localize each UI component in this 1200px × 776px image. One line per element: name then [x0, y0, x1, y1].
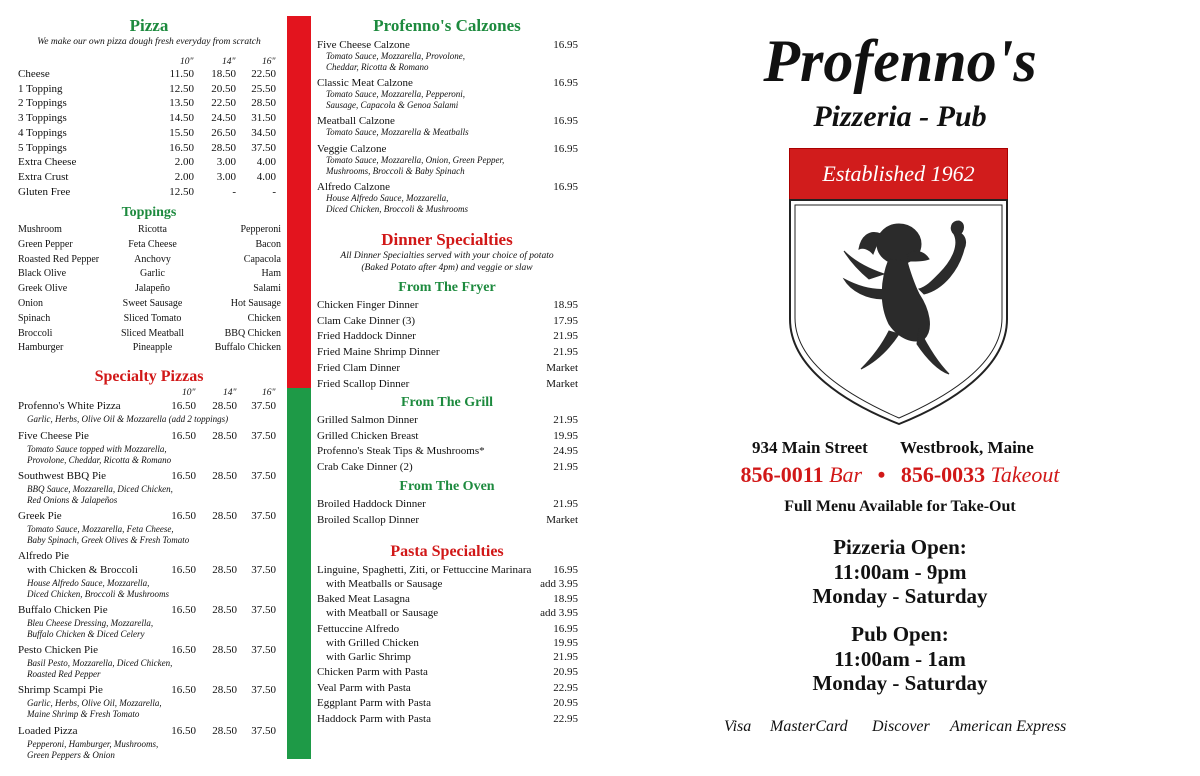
- specialty-item-name: Profenno's White Pizza: [18, 400, 121, 412]
- specialty-item-name: Pesto Chicken Pie: [18, 644, 99, 656]
- pizza-item-price: 3.00: [216, 156, 236, 169]
- topping-item: Sliced Tomato: [123, 312, 182, 324]
- topping-item: Garlic: [140, 268, 165, 280]
- dish-name: Broiled Scallop Dinner: [317, 513, 420, 526]
- pasta-price: add 3.95: [540, 607, 578, 619]
- specialty-item-desc: Maine Shrimp & Fresh Tomato: [27, 708, 140, 719]
- pasta-price: 16.95: [553, 623, 578, 635]
- pizza-item-name: Cheese: [18, 68, 50, 80]
- pasta-name: Fettuccine Alfredo: [317, 623, 400, 635]
- specialty-item-price: 37.50: [251, 725, 276, 737]
- specialty-item-desc: Pepperoni, Hamburger, Mushrooms,: [27, 739, 159, 749]
- topping-item: Black Olive: [18, 268, 67, 280]
- size-header: 16": [262, 57, 276, 67]
- specialty-item-price: 28.50: [212, 644, 237, 656]
- green-stripe: [287, 388, 311, 759]
- pizza-item-name: 2 Toppings: [18, 97, 67, 110]
- lion-crest-icon: [789, 199, 1008, 425]
- card-mastercard: MasterCard: [770, 718, 848, 735]
- card-amex: American Express: [950, 718, 1067, 735]
- calzones-heading: Profenno's Calzones: [373, 16, 521, 35]
- dish-price: 17.95: [553, 314, 578, 327]
- specialty-item-name: Five Cheese Pie: [18, 430, 89, 442]
- specialty-item-price: 28.50: [212, 564, 237, 576]
- pizza-item-price: 34.50: [251, 126, 276, 139]
- calzone-price: 16.95: [553, 115, 578, 127]
- specialty-item-price: 37.50: [251, 400, 276, 412]
- calzone-desc: Tomato Sauce, Mozzarella, Provolone,: [326, 51, 465, 61]
- specialty-item-name: Southwest BBQ Pie: [18, 470, 107, 482]
- pizza-item-price: -: [272, 185, 276, 198]
- topping-item: Pepperoni: [240, 224, 281, 235]
- pizza-item-price: 37.50: [251, 141, 276, 154]
- pizza-item-price: 18.50: [211, 68, 236, 80]
- specialty-item-name: Alfredo Pie: [18, 550, 70, 562]
- calzone-name: Alfredo Calzone: [317, 181, 390, 193]
- specialty-item-desc: Tomato Sauce, Mozzarella, Feta Cheese,: [27, 524, 174, 534]
- topping-item: Onion: [18, 298, 43, 309]
- fryer-heading: From The Fryer: [398, 280, 496, 295]
- specialty-item-desc: Garlic, Herbs, Olive Oil, Mozzarella,: [27, 698, 162, 708]
- phone-takeout: 856-0033: [900, 462, 986, 487]
- topping-item: Roasted Red Pepper: [18, 253, 100, 265]
- topping-item: Broccoli: [18, 327, 53, 339]
- pub-open-label: Pub Open:: [851, 622, 949, 646]
- specialty-item-name: Buffalo Chicken Pie: [18, 604, 108, 616]
- specialty-item-desc: Green Peppers & Onion: [27, 749, 115, 760]
- specialty-item-desc: Bleu Cheese Dressing, Mozzarella,: [27, 618, 154, 628]
- topping-item: BBQ Chicken: [224, 327, 281, 339]
- specialty-item-price: 16.50: [171, 430, 196, 442]
- size-header: 10": [182, 388, 196, 398]
- specialty-item-price: 37.50: [251, 564, 276, 576]
- dish-price: 21.95: [553, 330, 578, 343]
- dish-price: Market: [546, 513, 578, 526]
- pizza-item-price: 3.00: [216, 170, 236, 183]
- pizza-item-name: 1 Topping: [18, 82, 63, 95]
- dinner-heading: Dinner Specialties: [381, 230, 513, 249]
- calzone-desc: Tomato Sauce, Mozzarella, Pepperoni,: [326, 89, 465, 99]
- topping-item: Salami: [253, 283, 281, 295]
- specialty-heading: Specialty Pizzas: [94, 368, 204, 385]
- calzone-price: 16.95: [553, 39, 578, 51]
- specialty-item-desc: Roasted Red Pepper: [27, 668, 101, 679]
- calzone-price: 16.95: [553, 77, 578, 89]
- pizza-item-name: 5 Toppings: [18, 141, 67, 154]
- dish-price: 21.95: [553, 498, 578, 510]
- pizza-item-price: -: [232, 185, 236, 198]
- pasta-price: 16.95: [553, 564, 578, 576]
- specialty-item-desc: Red Onions & Jalapeños: [27, 494, 118, 505]
- red-stripe: [287, 16, 311, 388]
- card-discover: Discover: [872, 718, 930, 735]
- pizza-item-price: 28.50: [251, 97, 276, 110]
- pasta-price: 21.95: [553, 651, 578, 663]
- specialty-item-price: 37.50: [251, 604, 276, 616]
- topping-item: Feta Cheese: [128, 238, 177, 250]
- specialty-item-desc: Garlic, Herbs, Olive Oil & Mozzarella (add 2 toppings): [27, 414, 229, 424]
- specialty-item-desc: Basil Pesto, Mozzarella, Diced Chicken,: [27, 658, 173, 668]
- dish-name: Profenno's Steak Tips & Mushrooms*: [317, 445, 485, 458]
- pizza-item-price: 13.50: [169, 97, 194, 110]
- calzone-desc: House Alfredo Sauce, Mozzarella,: [326, 193, 449, 203]
- dish-name: Crab Cake Dinner (2): [317, 461, 413, 474]
- calzone-name: Five Cheese Calzone: [317, 39, 410, 51]
- pasta-price: 20.95: [553, 666, 578, 678]
- pub-days: Monday - Saturday: [812, 671, 988, 695]
- specialty-item-price: 37.50: [251, 430, 276, 442]
- topping-item: Green Pepper: [18, 238, 73, 250]
- calzone-desc: Tomato Sauce, Mozzarella & Meatballs: [326, 127, 469, 137]
- pizza-item-price: 11.50: [169, 68, 194, 80]
- pizza-item-name: Extra Crust: [18, 170, 69, 183]
- dish-name: Fried Scallop Dinner: [317, 377, 410, 390]
- specialty-item-price: 28.50: [212, 725, 237, 737]
- pizza-item-price: 31.50: [251, 112, 276, 125]
- calzone-price: 16.95: [553, 181, 578, 193]
- size-header: 14": [223, 388, 237, 398]
- takeout-label: Takeout: [990, 462, 1060, 487]
- address-city: Westbrook, Maine: [900, 438, 1034, 457]
- specialty-item-desc: BBQ Sauce, Mozzarella, Diced Chicken,: [27, 484, 173, 494]
- pizza-item-price: 20.50: [211, 82, 236, 95]
- pasta-name: with Grilled Chicken: [326, 637, 419, 649]
- calzone-desc: Cheddar, Ricotta & Romano: [326, 61, 429, 72]
- address-street: 934 Main Street: [752, 438, 868, 457]
- specialty-item-price: 16.50: [171, 470, 196, 482]
- topping-item: Bacon: [255, 238, 281, 250]
- topping-item: Capacola: [243, 253, 281, 265]
- dish-name: Fried Clam Dinner: [317, 361, 401, 374]
- calzone-desc: Tomato Sauce, Mozzarella, Onion, Green Pepper,: [326, 155, 505, 165]
- pizzeria-open-label: Pizzeria Open:: [833, 535, 967, 559]
- pasta-name: Veal Parm with Pasta: [317, 682, 411, 694]
- pizza-item-price: 28.50: [211, 141, 236, 154]
- dish-price: Market: [546, 361, 578, 374]
- restaurant-tagline: Pizzeria - Pub: [813, 100, 987, 133]
- topping-item: Sweet Sausage: [122, 298, 183, 309]
- specialty-item-name: Greek Pie: [18, 510, 62, 522]
- dinner-note-1: All Dinner Specialties served with your choice of potato: [340, 251, 554, 261]
- pizza-item-price: 15.50: [169, 126, 194, 139]
- specialty-item-price: 16.50: [171, 510, 196, 522]
- pizzeria-days: Monday - Saturday: [812, 584, 988, 608]
- pasta-price: add 3.95: [540, 578, 578, 590]
- calzone-desc: Mushrooms, Broccoli & Baby Spinach: [326, 165, 465, 176]
- specialty-item-price: 37.50: [251, 470, 276, 482]
- pizza-heading: Pizza: [129, 16, 169, 35]
- pizza-subtitle: We make our own pizza dough fresh everyday from scratch: [37, 37, 261, 47]
- phone-bullet: •: [877, 462, 886, 487]
- topping-item: Mushroom: [18, 224, 62, 235]
- pizza-item-price: 26.50: [211, 126, 236, 139]
- oven-heading: From The Oven: [399, 479, 495, 494]
- pasta-name: Haddock Parm with Pasta: [317, 713, 431, 725]
- dinner-note-2: (Baked Potato after 4pm) and veggie or slaw: [361, 263, 533, 273]
- specialty-item-price: 28.50: [212, 684, 237, 696]
- pub-hours: 11:00am - 1am: [834, 647, 966, 671]
- dish-name: Fried Maine Shrimp Dinner: [317, 346, 440, 359]
- grill-heading: From The Grill: [400, 395, 494, 410]
- specialty-item-desc: House Alfredo Sauce, Mozzarella,: [27, 578, 150, 588]
- pizza-item-name: Extra Cheese: [18, 156, 77, 169]
- bar-label: Bar: [829, 462, 863, 487]
- specialty-item-desc: Provolone, Cheddar, Ricotta & Romano: [27, 454, 172, 465]
- topping-item: Pineapple: [132, 342, 173, 354]
- pizza-item-price: 2.00: [174, 170, 194, 183]
- pizza-item-price: 25.50: [251, 82, 276, 95]
- restaurant-name: Profenno's: [763, 28, 1037, 94]
- topping-item: Ham: [261, 268, 281, 280]
- specialty-item-name: Shrimp Scampi Pie: [18, 684, 103, 696]
- pasta-heading: Pasta Specialties: [390, 543, 504, 560]
- specialty-item-price: 37.50: [251, 684, 276, 696]
- size-header: 10": [180, 57, 194, 67]
- specialty-item-price: 16.50: [171, 564, 196, 576]
- topping-item: Buffalo Chicken: [214, 342, 281, 354]
- specialty-item-subname: with Chicken & Broccoli: [27, 564, 138, 576]
- pizza-item-price: 4.00: [256, 156, 276, 169]
- specialty-item-desc: Diced Chicken, Broccoli & Mushrooms: [27, 588, 170, 599]
- dish-name: Broiled Haddock Dinner: [317, 498, 426, 510]
- specialty-item-price: 37.50: [251, 644, 276, 656]
- specialty-item-price: 16.50: [171, 644, 196, 656]
- pasta-name: Chicken Parm with Pasta: [317, 666, 428, 678]
- size-header: 16": [262, 388, 276, 398]
- pasta-name: Baked Meat Lasagna: [317, 593, 410, 605]
- calzone-price: 16.95: [553, 143, 578, 155]
- dish-price: 18.95: [553, 299, 578, 311]
- pizzeria-hours: 11:00am - 9pm: [833, 560, 967, 584]
- topping-item: Hamburger: [18, 342, 64, 354]
- toppings-heading: Toppings: [121, 205, 177, 220]
- dish-price: 24.95: [553, 445, 578, 458]
- specialty-item-price: 28.50: [212, 430, 237, 442]
- topping-item: Chicken: [247, 312, 281, 324]
- topping-item: Anchovy: [134, 253, 171, 265]
- specialty-item-price: 37.50: [251, 510, 276, 522]
- pasta-price: 20.95: [553, 697, 578, 709]
- specialty-item-price: 28.50: [212, 400, 237, 412]
- specialty-item-price: 28.50: [212, 470, 237, 482]
- calzone-desc: Sausage, Capacola & Genoa Salami: [326, 99, 459, 110]
- topping-item: Sliced Meatball: [120, 327, 185, 339]
- pizza-item-price: 24.50: [211, 112, 236, 125]
- pizza-item-price: 22.50: [251, 68, 276, 80]
- pasta-name: with Garlic Shrimp: [326, 651, 411, 663]
- pasta-price: 22.95: [553, 713, 578, 725]
- established-banner: [789, 148, 1008, 200]
- pizza-item-price: 12.50: [169, 82, 194, 95]
- specialty-item-desc: Tomato Sauce topped with Mozzarella,: [27, 444, 167, 454]
- pizza-item-price: 22.50: [211, 97, 236, 110]
- specialty-item-desc: Baby Spinach, Greek Olives & Fresh Tomato: [27, 534, 190, 545]
- dish-name: Clam Cake Dinner (3): [317, 314, 416, 327]
- topping-item: Spinach: [18, 312, 51, 324]
- pasta-name: Eggplant Parm with Pasta: [317, 697, 431, 709]
- calzone-desc: Diced Chicken, Broccoli & Mushrooms: [326, 203, 469, 214]
- full-menu-note: Full Menu Available for Take-Out: [784, 498, 1016, 515]
- pasta-price: 19.95: [553, 637, 578, 649]
- phone-line: [700, 462, 1100, 488]
- dish-name: Chicken Finger Dinner: [317, 299, 419, 311]
- specialty-item-name: Loaded Pizza: [18, 725, 78, 737]
- specialty-item-price: 16.50: [171, 684, 196, 696]
- dish-price: 21.95: [553, 414, 578, 426]
- calzone-name: Veggie Calzone: [317, 143, 387, 155]
- calzone-name: Meatball Calzone: [317, 115, 395, 127]
- pizza-item-price: 4.00: [256, 170, 276, 183]
- specialty-item-price: 16.50: [171, 400, 196, 412]
- specialty-item-price: 28.50: [212, 604, 237, 616]
- calzone-name: Classic Meat Calzone: [317, 77, 413, 89]
- pasta-price: 18.95: [553, 593, 578, 605]
- specialty-item-price: 28.50: [212, 510, 237, 522]
- phone-bar: 856-0011: [740, 462, 824, 487]
- dish-name: Grilled Chicken Breast: [317, 429, 419, 442]
- specialty-item-price: 16.50: [171, 725, 196, 737]
- specialty-item-price: 16.50: [171, 604, 196, 616]
- dish-price: 19.95: [553, 429, 578, 442]
- pizza-item-price: 16.50: [169, 141, 194, 154]
- pasta-name: with Meatballs or Sausage: [326, 578, 443, 590]
- pizza-item-price: 2.00: [174, 156, 194, 169]
- size-header: 14": [222, 57, 236, 67]
- pizza-item-price: 12.50: [169, 185, 194, 198]
- pasta-price: 22.95: [553, 682, 578, 694]
- topping-item: Ricotta: [138, 224, 167, 235]
- pizza-item-name: 4 Toppings: [18, 126, 67, 139]
- specialty-item-desc: Buffalo Chicken & Diced Celery: [27, 628, 145, 639]
- pizza-item-name: 3 Toppings: [18, 112, 67, 125]
- pizza-item-price: 14.50: [169, 112, 194, 125]
- established-text: Established 1962: [822, 161, 975, 186]
- pizza-item-name: Gluten Free: [18, 185, 71, 198]
- card-visa: Visa: [724, 718, 752, 735]
- topping-item: Hot Sausage: [230, 298, 281, 309]
- dish-name: Fried Haddock Dinner: [317, 330, 416, 343]
- dish-price: 21.95: [553, 346, 578, 359]
- dish-name: Grilled Salmon Dinner: [317, 414, 418, 426]
- pasta-name: Linguine, Spaghetti, Ziti, or Fettuccine Marinara: [317, 564, 532, 576]
- dish-price: Market: [546, 377, 578, 390]
- topping-item: Jalapeño: [135, 283, 170, 295]
- pasta-name: with Meatball or Sausage: [326, 607, 439, 619]
- topping-item: Greek Olive: [18, 283, 68, 295]
- dish-price: 21.95: [553, 461, 578, 474]
